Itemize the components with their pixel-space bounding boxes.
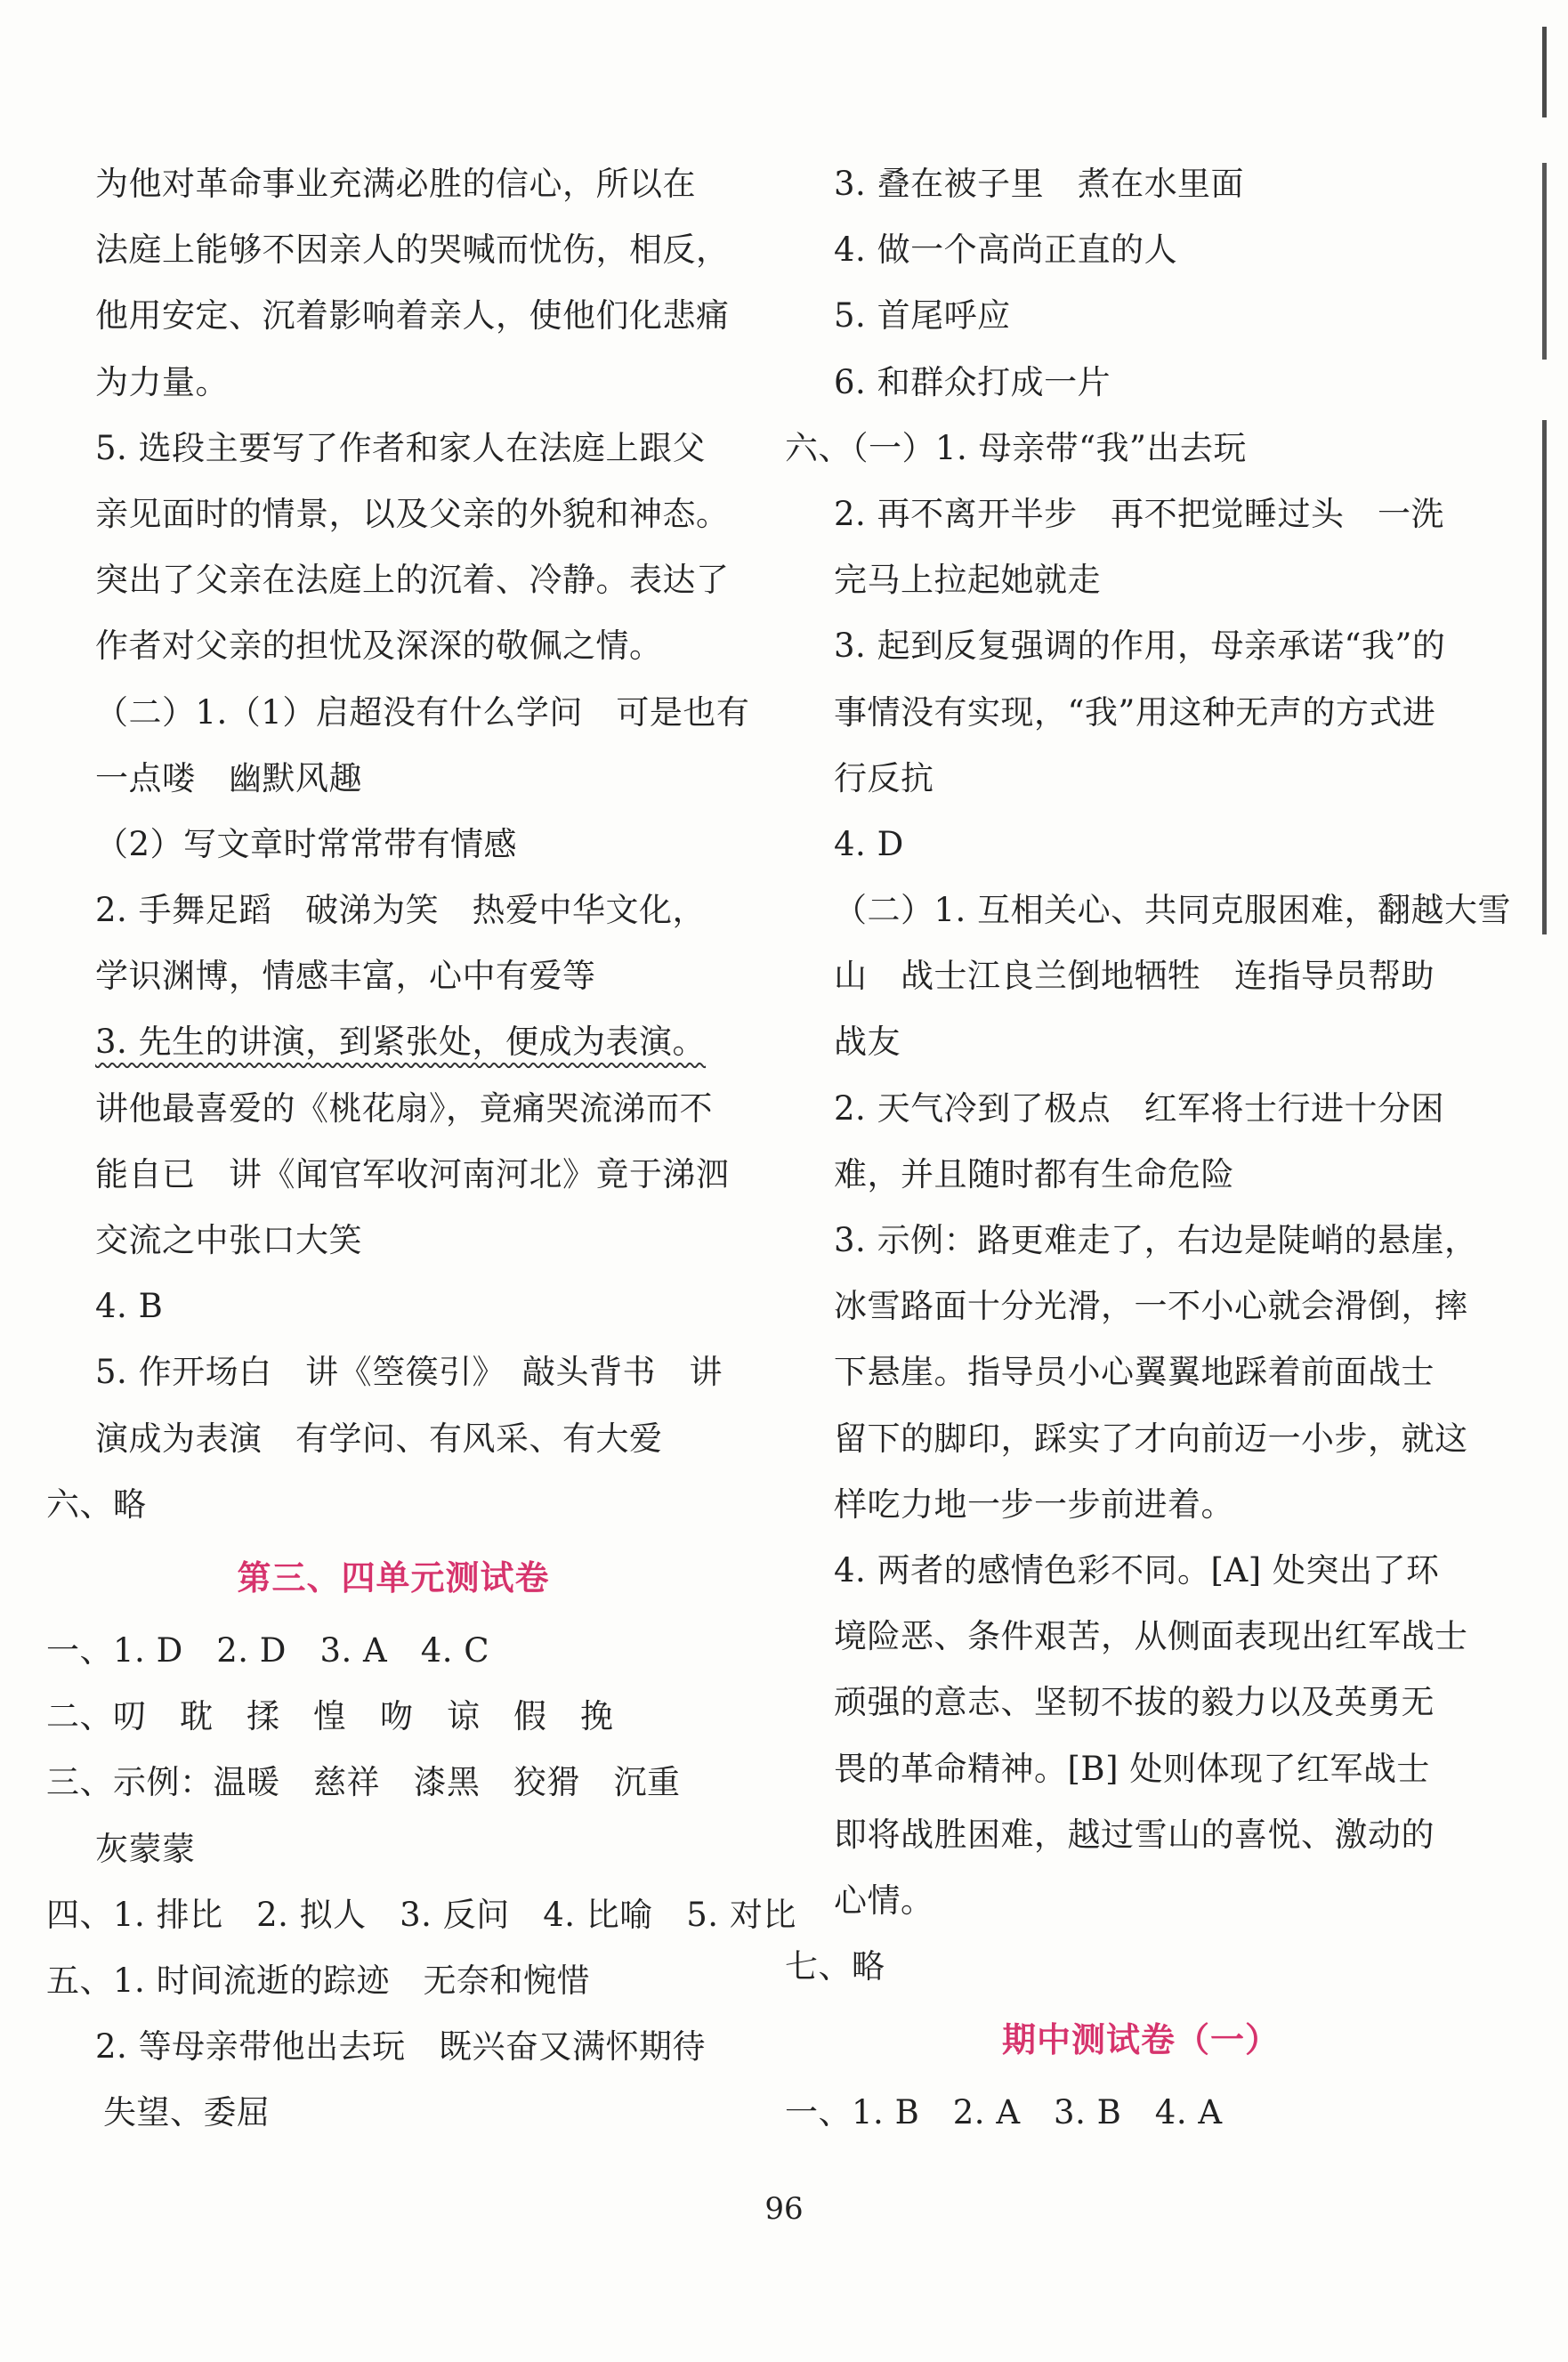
text-line: 七、略 bbox=[785, 1947, 885, 1986]
text-line: （二）1.（1）启超没有什么学问 可是也有 bbox=[95, 692, 750, 732]
text-line: 下悬崖。指导员小心翼翼地踩着前面战士 bbox=[834, 1353, 1435, 1392]
text-line: 一点喽 幽默风趣 bbox=[95, 758, 362, 797]
text-line: 2. 手舞足蹈 破涕为笑 热爱中华文化， bbox=[95, 891, 707, 930]
section-heading: 第三、四单元测试卷 bbox=[237, 1557, 550, 1598]
text-line: 为力量。 bbox=[95, 362, 229, 401]
text-line: 三、示例：温暖 慈祥 漆黑 狡猾 沉重 bbox=[46, 1763, 681, 1802]
text-line: 战友 bbox=[834, 1023, 901, 1062]
text-line bbox=[46, 1009, 740, 1075]
text-line: 5. 首尾呼应 bbox=[834, 296, 1011, 336]
text-line: 4. D bbox=[834, 824, 904, 863]
text-line: 5. 选段主要写了作者和家人在法庭上跟父 bbox=[95, 428, 707, 467]
text-line: 4. 两者的感情色彩不同。[A] 处突出了环 bbox=[834, 1550, 1440, 1589]
text-line: 3. 示例：路更难走了，右边是陡峭的悬崖， bbox=[834, 1221, 1478, 1259]
text-line: 3. 叠在被子里 煮在水里面 bbox=[834, 165, 1245, 203]
section-heading: 期中测试卷（一） bbox=[1001, 2020, 1280, 2060]
text-line: 5. 作开场白 讲《箜篌引》 敲头背书 讲 bbox=[95, 1353, 723, 1392]
text-line: （二）1. 互相关心、共同克服困难，翻越大雪 bbox=[834, 891, 1512, 930]
text-line: 作者对父亲的担忧及深深的敬佩之情。 bbox=[95, 627, 663, 666]
text-line: 行反抗 bbox=[834, 758, 934, 797]
text-line: 为他对革命事业充满必胜的信心，所以在 bbox=[95, 165, 696, 203]
text-line: （2）写文章时常常带有情感 bbox=[95, 824, 518, 863]
text-line: 能自已 讲《闻官军收河南河北》竟于涕泗 bbox=[95, 1154, 730, 1193]
text-line: 一、1. D 2. D 3. A 4. C bbox=[46, 1630, 490, 1670]
text-line: 失望、委屈 bbox=[103, 2093, 271, 2132]
text-line: 学识渊博，情感丰富，心中有爱等 bbox=[95, 957, 596, 996]
text-line: 六、略 bbox=[46, 1484, 147, 1524]
text-line: 心情。 bbox=[834, 1881, 934, 1920]
text-line: 法庭上能够不因亲人的哭喊而忧伤，相反， bbox=[95, 231, 730, 270]
right-column bbox=[785, 151, 1512, 2146]
text-line: 突出了父亲在法庭上的沉着、冷静。表达了 bbox=[95, 561, 730, 600]
text-line: 山 战士江良兰倒地牺牲 连指导员帮助 bbox=[834, 957, 1435, 996]
text-line: 四、1. 排比 2. 拟人 3. 反问 4. 比喻 5. 对比 bbox=[46, 1895, 796, 1934]
text-line: 2. 天气冷到了极点 红军将士行进十分困 bbox=[834, 1088, 1445, 1128]
text-line: 2. 等母亲带他出去玩 既兴奋又满怀期待 bbox=[95, 2027, 707, 2067]
text-line: 难，并且随时都有生命危险 bbox=[834, 1154, 1234, 1193]
text-line: 2. 再不离开半步 再不把觉睡过头 一洗 bbox=[834, 494, 1445, 533]
page-number: 96 bbox=[764, 2191, 804, 2227]
text-line: 即将战胜困难，越过雪山的喜悦、激动的 bbox=[834, 1815, 1435, 1854]
text-line: 冰雪路面十分光滑，一不小心就会滑倒，摔 bbox=[834, 1287, 1468, 1326]
text-line: 二、叨 耽 揉 惶 吻 谅 假 挽 bbox=[46, 1697, 614, 1736]
text-line: 6. 和群众打成一片 bbox=[834, 362, 1111, 401]
text-line: 他用安定、沉着影响着亲人，使他们化悲痛 bbox=[95, 296, 730, 336]
text-line: 讲他最喜爱的《桃花扇》，竟痛哭流涕而不 bbox=[95, 1088, 713, 1128]
left-column bbox=[46, 151, 796, 2146]
text-line: 完马上拉起她就走 bbox=[834, 561, 1101, 600]
text-line: 六、（一）1. 母亲带“我”出去玩 bbox=[785, 428, 1247, 467]
text-line: 3. 起到反复强调的作用，母亲承诺“我”的 bbox=[834, 627, 1446, 666]
text-line: 一、1. B 2. A 3. B 4. A bbox=[785, 2093, 1223, 2132]
text-line: 演成为表演 有学问、有风采、有大爱 bbox=[95, 1419, 663, 1458]
text-line: 顽强的意志、坚韧不拔的毅力以及英勇无 bbox=[834, 1683, 1435, 1722]
text-line: 五、1. 时间流逝的踪迹 无奈和惋惜 bbox=[46, 1961, 591, 2000]
text-line: 4. B bbox=[95, 1287, 164, 1326]
text-line: 事情没有实现，“我”用这种无声的方式进 bbox=[834, 692, 1436, 732]
text-line: 交流之中张口大笑 bbox=[95, 1221, 362, 1259]
text-line: 亲见面时的情景，以及父亲的外貌和神态。 bbox=[95, 494, 730, 533]
text-line: 境险恶、条件艰苦，从侧面表现出红军战士 bbox=[834, 1617, 1468, 1656]
text-line: 样吃力地一步一步前进着。 bbox=[834, 1484, 1234, 1524]
wavy-underlined-sentence: 3. 先生的讲演，到紧张处，便成为表演。 bbox=[95, 1023, 707, 1062]
text-line: 灰蒙蒙 bbox=[95, 1829, 196, 1868]
text-line: 4. 做一个高尚正直的人 bbox=[834, 231, 1178, 270]
text-line: 畏的革命精神。[B] 处则体现了红军战士 bbox=[834, 1749, 1430, 1788]
text-line: 留下的脚印，踩实了才向前迈一小步，就这 bbox=[834, 1419, 1468, 1458]
page-edge-mark bbox=[1542, 27, 1547, 1540]
